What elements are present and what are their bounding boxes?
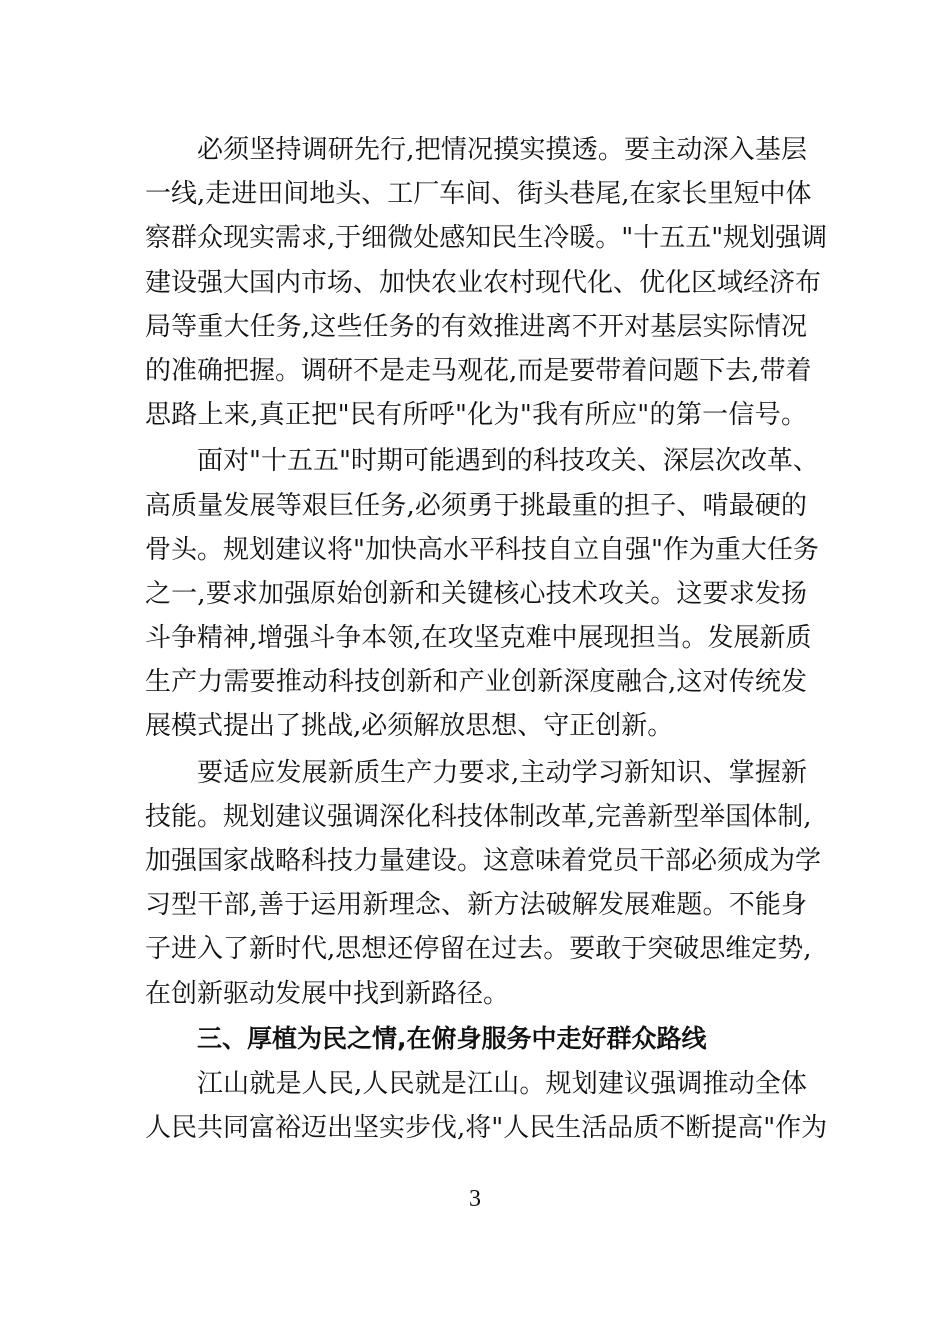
paragraph [145,1062,828,1150]
text-line: 技能。规划建议强调深化科技体制改革,完善新型举国体制, [145,801,812,832]
text-line: 习型干部,善于运用新理念、新方法破解发展难题。不能身 [145,890,807,921]
paragraph [145,751,822,1016]
text-line: 之一,要求加强原始创新和关键核心技术攻关。这要求发扬 [145,578,807,609]
text-line: 人民共同富裕迈出坚实步伐,将"人民生活品质不断提高"作为 [145,1112,828,1143]
text-line: 建设强大国内市场、加快农业农村现代化、优化区域经济布 [145,267,822,298]
text-line: 察群众现实需求,于细微处感知民生冷暖。"十五五"规划强调 [145,223,828,254]
text-line: 面对"十五五"时期可能遇到的科技攻关、深层次改革、 [197,446,819,477]
text-line: 一线,走进田间地头、工厂车间、街头巷尾,在家长里短中体 [145,179,812,210]
text-line: 要适应发展新质生产力要求,主动学习新知识、掌握新 [197,757,807,788]
paragraph [145,439,819,748]
document-page [145,128,828,1150]
section-heading: 三、厚植为民之情,在俯身服务中走好群众路线 [197,1023,707,1053]
text-line: 斗争精神,增强斗争本领,在攻坚克难中展现担当。发展新质 [145,623,812,654]
text-line: 的准确把握。调研不是走马观花,而是要带着问题下去,带着 [145,355,812,386]
text-line: 必须坚持调研先行,把情况摸实摸透。要主动深入基层 [197,135,807,165]
text-line: 高质量发展等艰巨任务,必须勇于挑最重的担子、啃最硬的 [145,490,807,521]
page-number: 3 [469,1186,481,1212]
text-line: 展模式提出了挑战,必须解放思想、守正创新。 [145,711,674,742]
text-line: 骨头。规划建议将"加快高水平科技自立自强"作为重大任务 [145,534,819,565]
text-line: 江山就是人民,人民就是江山。规划建议强调推动全体 [197,1068,807,1099]
text-line: 思路上来,真正把"民有所呼"化为"我有所应"的第一信号。 [145,400,807,431]
text-line: 加强国家战略科技力量建设。这意味着党员干部必须成为学 [145,846,822,876]
text-line: 子进入了新时代,思想还停留在过去。要敢于突破思维定势, [145,934,812,965]
text-line: 在创新驱动发展中找到新路径。 [145,978,510,1009]
paragraph [145,128,828,437]
text-line: 生产力需要推动科技创新和产业创新深度融合,这对传统发 [145,667,807,698]
text-line: 局等重大任务,这些任务的有效推进离不开对基层实际情况 [145,311,807,342]
